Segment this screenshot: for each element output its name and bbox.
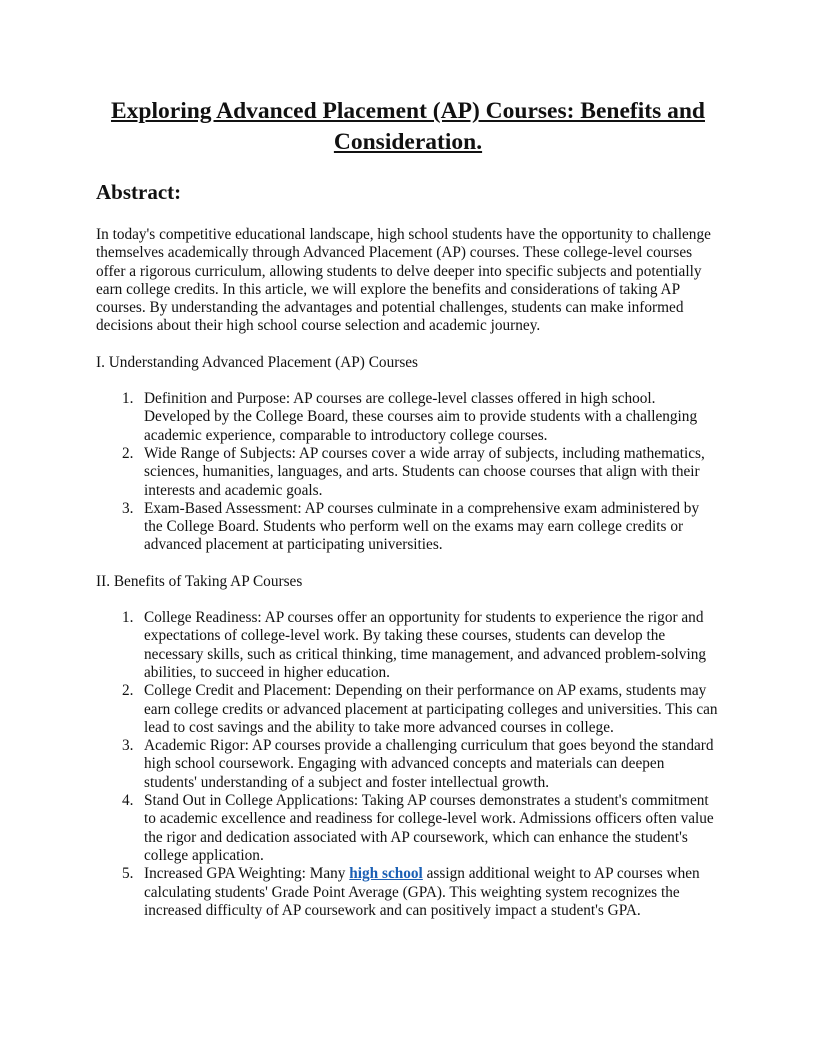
abstract-heading: Abstract: — [96, 180, 182, 204]
list-item — [96, 865, 720, 920]
list-item-text: Exam-Based Assessment: AP courses culminate in a comprehensive exam administered by the College Board. Students who perform well on the exams may earn college credits or advanced placement at participating universities. — [144, 499, 700, 554]
title-line-1: Exploring Advanced Placement (AP) Courses: Benefits and — [110, 98, 705, 124]
list-item — [96, 792, 720, 865]
section-2-list — [96, 609, 720, 920]
list-number: 2. — [122, 444, 134, 462]
section-2-heading: II. Benefits of Taking AP Courses — [96, 572, 303, 590]
list-item — [96, 390, 720, 445]
list-number: 3. — [122, 499, 134, 517]
list-number: 1. — [122, 609, 134, 627]
list-item-text-before-link: Increased GPA Weighting: Many — [144, 865, 350, 883]
list-item-text: College Readiness: AP courses offer an opportunity for students to experience the rigor and expectations of college-level work. By taking these courses, students can develop the necessary skills, such as critical thinking, time management, and advanced problem-solving abilities, to succeed in higher education. — [144, 609, 707, 681]
document-page — [96, 96, 720, 920]
list-item-text: College Credit and Placement: Depending on their performance on AP exams, students may earn college credits or advanced placement at participating colleges and universities. This can lead to cost savings and the ability to take more advanced courses in college. — [144, 682, 718, 736]
list-item-text: Academic Rigor: AP courses provide a challenging curriculum that goes beyond the standard high school coursework. Engaging with advanced concepts and materials can deepen students' understanding of a subject and foster intellectual growth. — [144, 737, 714, 791]
list-item-text: Wide Range of Subjects: AP courses cover a wide array of subjects, including mathematics, sciences, humanities, languages, and arts. Students can choose courses that align with their interests and academic goals. — [144, 444, 705, 499]
list-number: 5. — [122, 865, 134, 883]
list-item — [96, 445, 720, 500]
list-item — [96, 500, 720, 555]
section-1-heading: I. Understanding Advanced Placement (AP) Courses — [96, 353, 419, 371]
title-line-2: Consideration. — [333, 129, 483, 155]
list-item-text-after-link: assign additional weight to AP courses when calculating students' Grade Point Average (GPA). This weighting system recognizes the increased difficulty of AP coursework and can positively impact a student's GPA. — [144, 865, 700, 919]
document-title — [96, 96, 720, 158]
list-number: 2. — [122, 682, 134, 700]
abstract-paragraph: In today's competitive educational landscape, high school students have the opportunity to challenge themselves academically through Advanced Placement (AP) courses. These college-level courses offer a rigorous curriculum, allowing students to delve deeper into specific subjects and potentially earn college credits. In this article, we will explore the benefits and considerations of taking AP courses. By understanding the advantages and potential challenges, students can make informed decisions about their high school course selection and academic journey. — [96, 226, 711, 335]
high-school-link[interactable]: high school — [349, 865, 423, 883]
list-number: 1. — [122, 390, 134, 408]
section-1-list — [96, 390, 720, 555]
list-number: 4. — [122, 792, 134, 810]
list-item — [96, 682, 720, 737]
list-number: 3. — [122, 737, 134, 755]
list-item-text: Definition and Purpose: AP courses are college-level classes offered in high school. Developed by the College Board, these courses aim to provide students with a challenging academic experience, comparable to introductory college courses. — [144, 390, 698, 444]
list-item-text: Stand Out in College Applications: Taking AP courses demonstrates a student's commitment to academic excellence and readiness for college-level work. Admissions officers often value the rigor and dedication associated with AP coursework, which can enhance the student's college application. — [144, 792, 714, 864]
list-item — [96, 737, 720, 792]
list-item — [96, 609, 720, 682]
